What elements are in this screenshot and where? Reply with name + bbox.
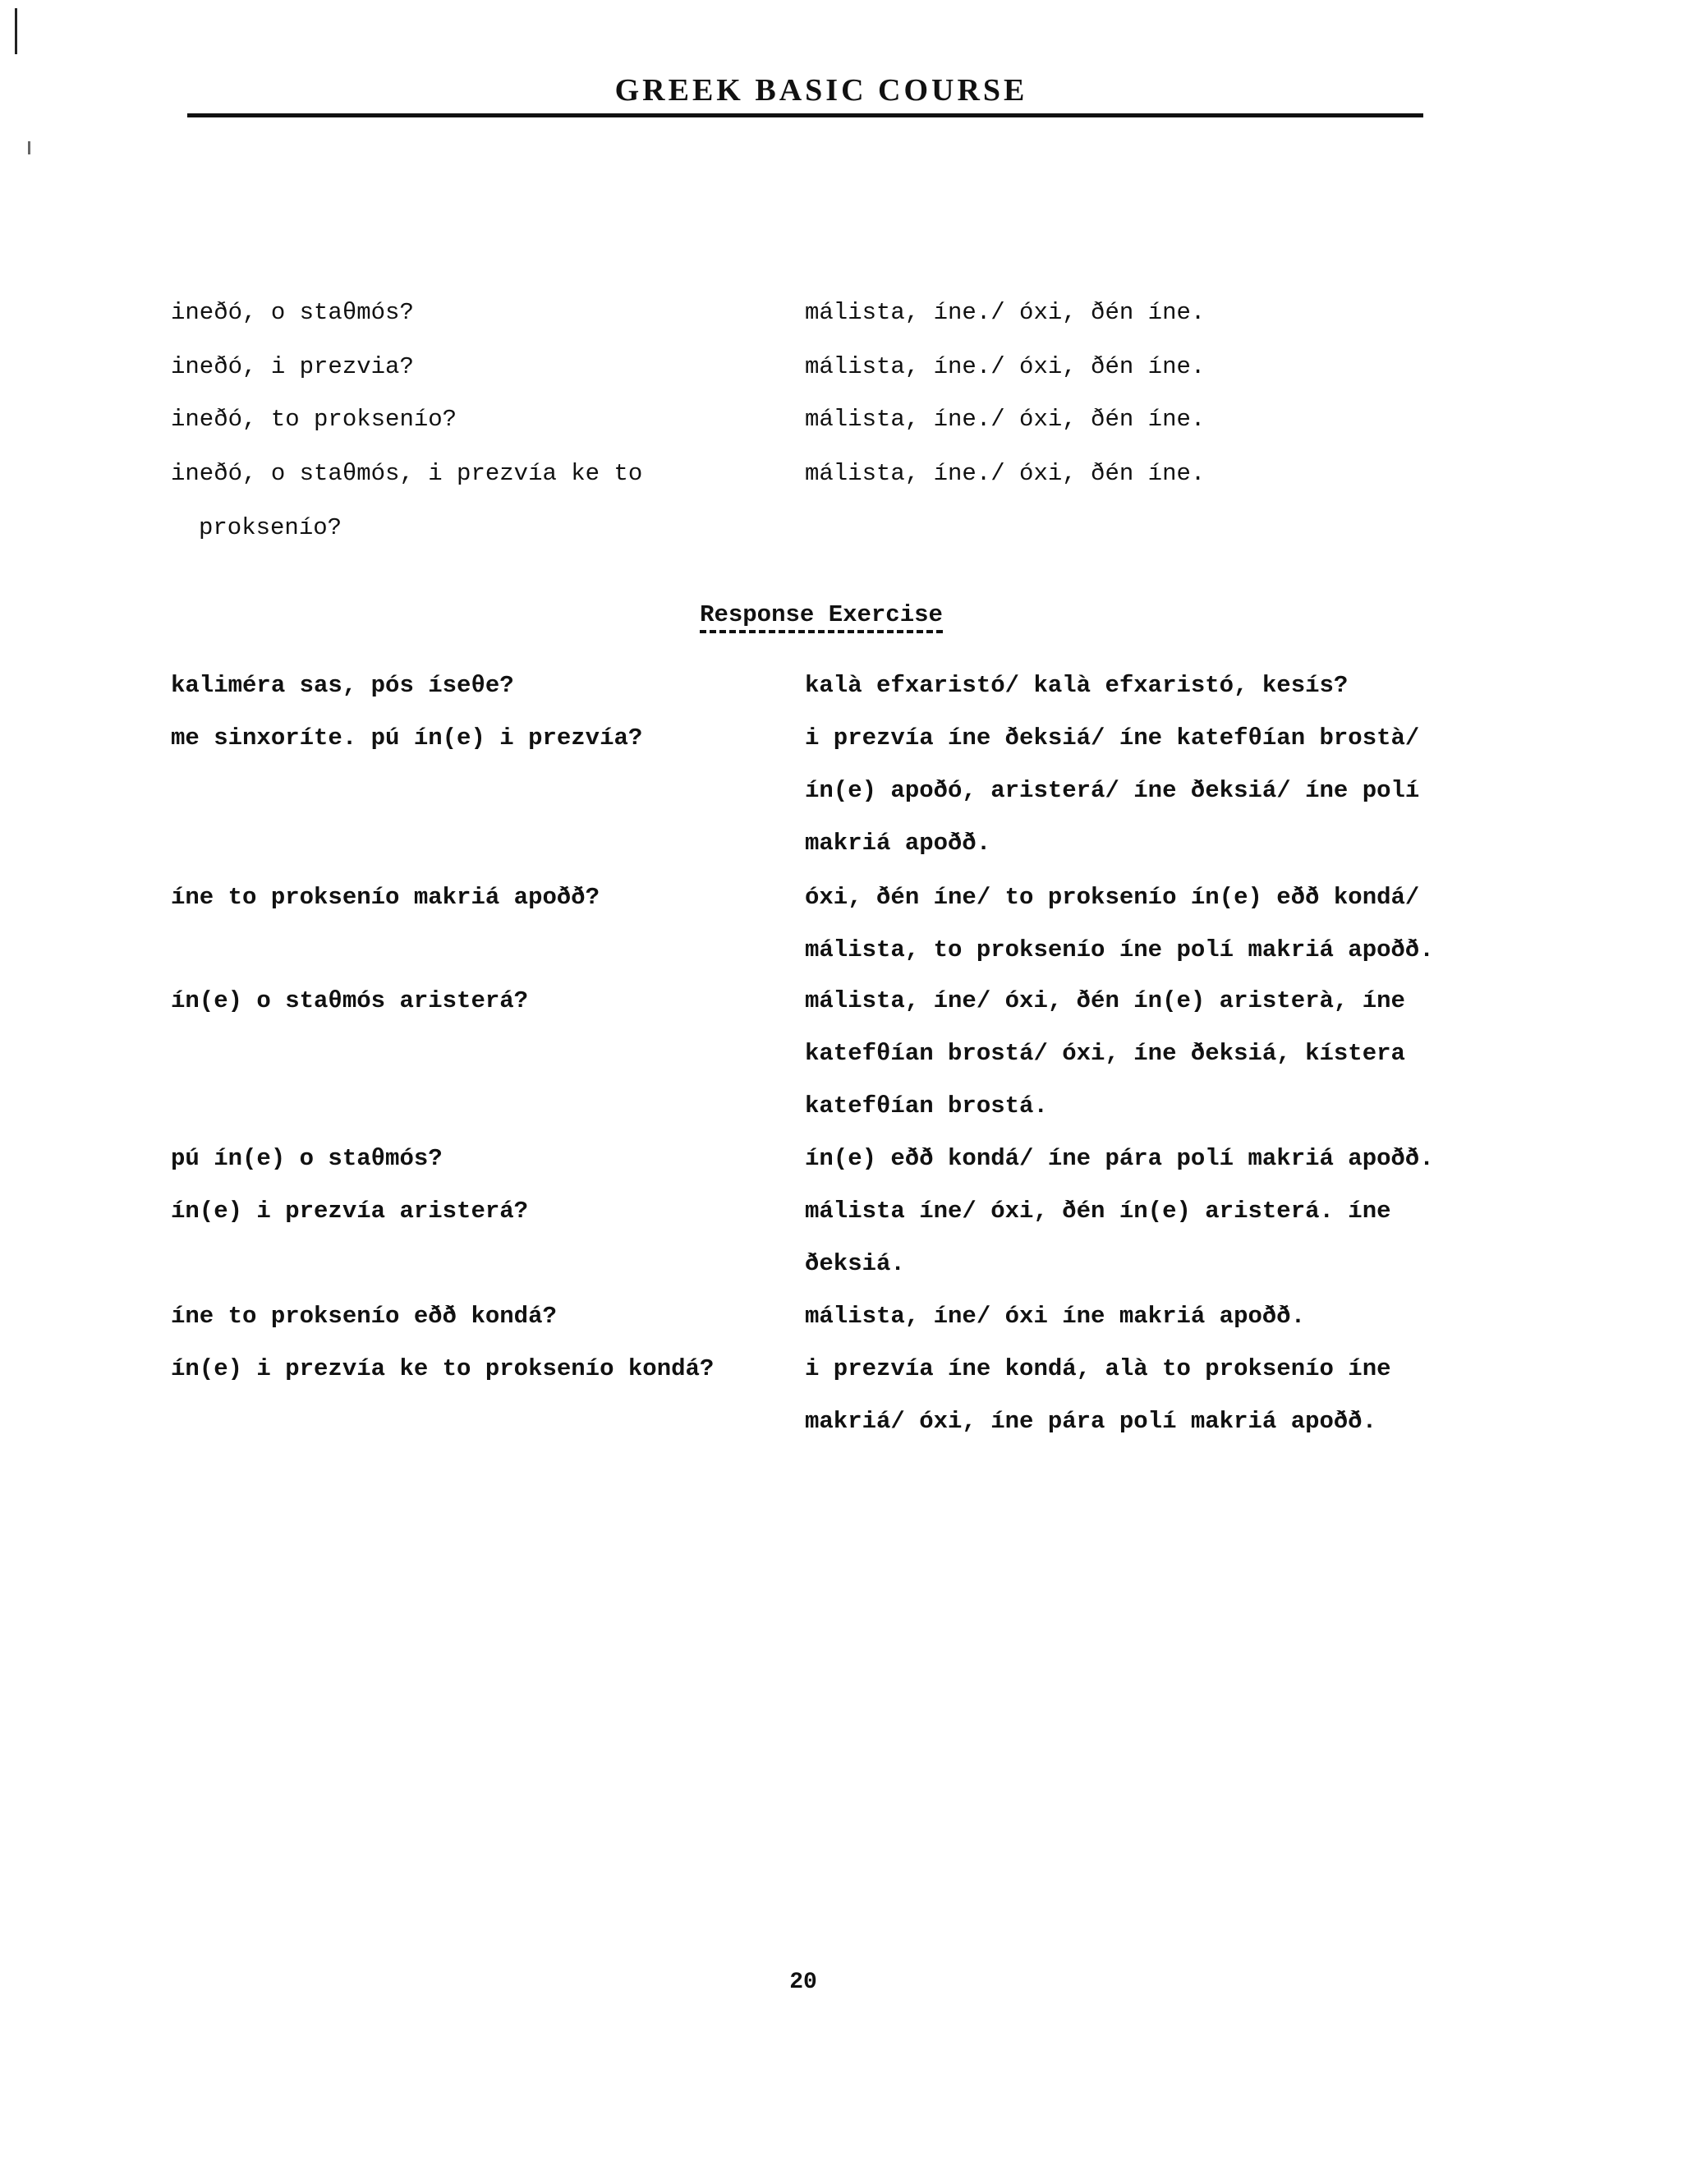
exercise-question: ín(e) o staθmós aristerá? [171,987,529,1014]
exercise-answer: óxi, ðén íne/ to proksenío ín(e) eðð kondá/ [805,884,1420,911]
exercise-answer: málista, to proksenío íne polí makriá apoðð. [805,936,1434,963]
drill-question: proksenío? [199,514,342,541]
exercise-question: íne to proksenío eðð kondá? [171,1303,557,1330]
exercise-answer: kalà efxaristó/ kalà efxaristó, kesís? [805,672,1349,699]
exercise-question: pú ín(e) o staθmós? [171,1145,443,1172]
exercise-answer: ín(e) apoðó, aristerá/ íne ðeksiá/ íne polí [805,777,1420,804]
drill-answer: málista, íne./ óxi, ðén íne. [805,460,1206,487]
drill-answer: málista, íne./ óxi, ðén íne. [805,353,1206,380]
drill-question: ineðó, o staθmós? [171,299,414,326]
drill-answer: málista, íne./ óxi, ðén íne. [805,406,1206,433]
exercise-question: kaliméra sas, pós íseθe? [171,672,514,699]
exercise-answer: katefθían brostá/ óxi, íne ðeksiá, kístera [805,1040,1405,1067]
scan-mark-left [28,141,30,154]
exercise-answer: málista, íne/ óxi íne makriá apoðð. [805,1303,1306,1330]
exercise-answer: i prezvía íne ðeksiá/ íne katefθían brostà/ [805,724,1420,752]
exercise-answer: ðeksiá. [805,1250,905,1277]
exercise-answer: málista íne/ óxi, ðén ín(e) aristerá. íne [805,1198,1391,1225]
drill-question: ineðó, i prezvia? [171,353,414,380]
exercise-answer: ín(e) eðð kondá/ íne pára polí makriá apoðð. [805,1145,1434,1172]
exercise-answer: málista, íne/ óxi, ðén ín(e) aristerà, íne [805,987,1405,1014]
exercise-answer: makriá/ óxi, íne pára polí makriá apoðð. [805,1408,1377,1435]
exercise-answer: katefθían brostá. [805,1092,1048,1120]
drill-question: ineðó, to proksenío? [171,406,457,433]
exercise-answer: i prezvía íne kondá, alà to proksenío íne [805,1355,1391,1382]
exercise-question: ín(e) i prezvía aristerá? [171,1198,529,1225]
exercise-question: me sinxoríte. pú ín(e) i prezvía? [171,724,643,752]
scan-mark-top-left [15,8,17,54]
response-exercise-title: Response Exercise [700,601,943,633]
page-header-title: GREEK BASIC COURSE [614,73,1028,108]
page-number: 20 [789,1970,817,1995]
drill-question: ineðó, o staθmós, i prezvía ke to [171,460,643,487]
exercise-answer: makriá apoðð. [805,830,991,857]
drill-answer: málista, íne./ óxi, ðén íne. [805,299,1206,326]
response-exercise-heading [0,601,1643,633]
exercise-question: íne to proksenío makriá apoðð? [171,884,600,911]
exercise-question: ín(e) i prezvía ke to proksenío kondá? [171,1355,715,1382]
header-rule [187,113,1423,117]
